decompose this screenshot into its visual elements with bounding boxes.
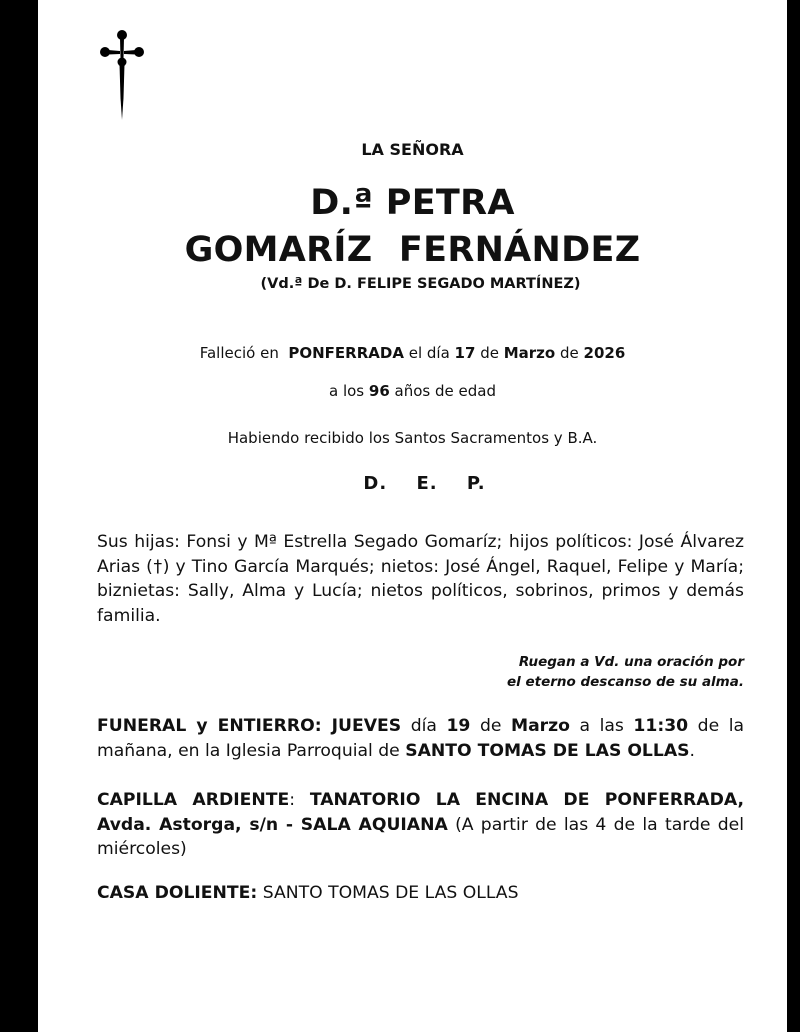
funeral-t3: a las <box>579 716 624 736</box>
death-el-dia: el día <box>408 344 450 362</box>
chapel-label: CAPILLA ARDIENTE <box>97 790 290 810</box>
prayer-line1: Ruegan a Vd. una oración por <box>518 654 744 670</box>
funeral-t6: . <box>689 740 695 761</box>
death-day: 17 <box>454 344 476 362</box>
funeral-month: Marzo <box>510 716 570 736</box>
funeral-paragraph <box>97 714 744 763</box>
age-years: 96 <box>368 382 390 400</box>
cross-icon <box>98 28 146 124</box>
funeral-t5: , en la Iglesia Parroquial de <box>167 740 400 761</box>
chapel-place: TANATORIO LA ENCINA DE PONFERRADA, Avda. Astorga, s/n - SALA AQUIANA <box>97 790 745 835</box>
funeral-t2: de <box>479 716 502 736</box>
prayer-request <box>507 652 744 692</box>
funeral-t4: de la mañana <box>97 716 745 761</box>
chapel-rest: (A partir de las 4 de la tarde del miércoles) <box>97 814 744 859</box>
house-place: SANTO TOMAS DE LAS OLLAS <box>262 883 519 903</box>
death-line <box>38 344 787 362</box>
dep-line: D. E. P. <box>363 473 486 494</box>
death-year: 2026 <box>583 344 626 362</box>
death-prefix: Falleció en <box>199 344 279 362</box>
deceased-name-line2: GOMARÍZ FERNÁNDEZ <box>184 230 641 270</box>
family-paragraph: Sus hijas: Fonsi y Mª Estrella Segado Gomaríz; hijos políticos: José Álvarez Arias (†) y Tino García Marqués; nietos: José Ángel, Raquel, Felipe y María; biznietas: Sally, Alma y Lucía; nietos políticos, sobrinos, primos y demás familia. <box>97 532 744 626</box>
title-label: LA SEÑORA <box>361 140 464 159</box>
death-de1: de <box>480 344 499 362</box>
funeral-day: 19 <box>446 716 471 736</box>
funeral-time: 11:30 <box>633 716 689 736</box>
widow-of-line: (Vd.ª De D. FELIPE SEGADO MARTÍNEZ) <box>260 276 581 292</box>
age-suffix: años de edad <box>394 382 496 400</box>
house-label: CASA DOLIENTE: <box>97 883 258 903</box>
funeral-t1: día <box>410 716 437 736</box>
chapel-paragraph <box>97 788 744 862</box>
obituary-notice <box>38 0 787 1032</box>
death-place: PONFERRADA <box>288 344 404 362</box>
death-month: Marzo <box>503 344 556 362</box>
deceased-name-line1: D.ª PETRA <box>310 183 515 223</box>
age-line <box>38 382 787 400</box>
chapel-t1: : <box>289 790 296 810</box>
house-paragraph <box>97 881 744 906</box>
sacraments-line: Habiendo recibido los Santos Sacramentos y B.A. <box>227 429 598 447</box>
funeral-church: SANTO TOMAS DE LAS OLLAS <box>405 740 690 761</box>
prayer-line2: el eterno descanso de su alma. <box>507 674 744 690</box>
funeral-label: FUNERAL y ENTIERRO: JUEVES <box>97 716 402 736</box>
death-de2: de <box>560 344 579 362</box>
age-prefix: a los <box>328 382 365 400</box>
